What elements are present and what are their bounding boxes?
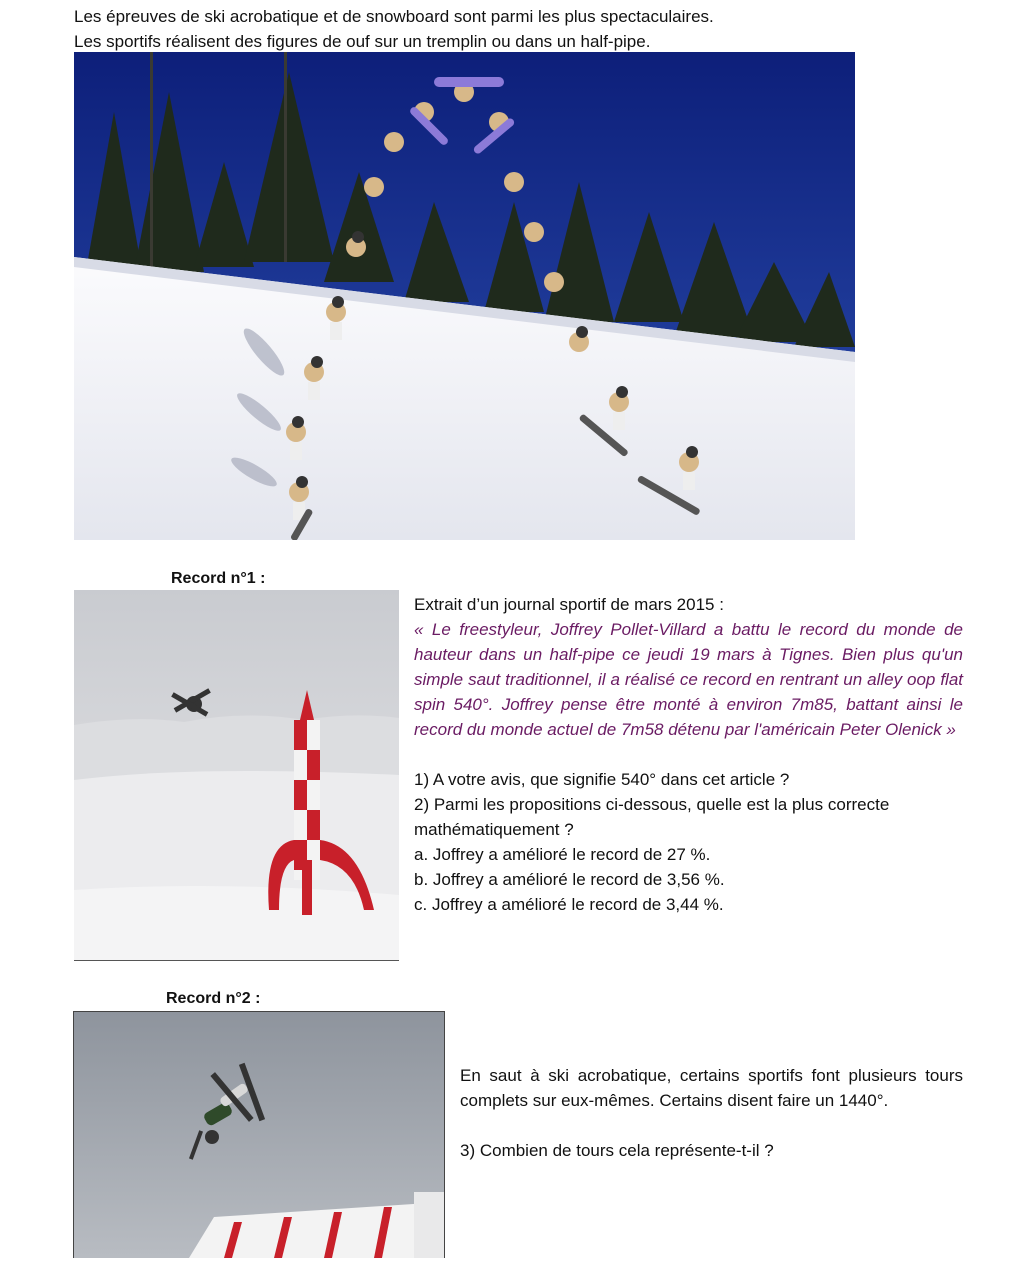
record-1-source: Extrait d’un journal sportif de mars 2015 :	[414, 595, 724, 614]
rocket-jump-photo	[74, 590, 399, 961]
record-1-text	[414, 592, 963, 917]
record-2-text	[460, 1063, 963, 1163]
intro-line-1: Les épreuves de ski acrobatique et de snowboard sont parmi les plus spectaculaires.	[74, 7, 714, 26]
record-1-quote: « Le freestyleur, Joffrey Pollet-Villard a battu le record du monde de hauteur dans un half-pipe ce jeudi 19 mars à Tignes. Bien plus qu'un simple saut traditionnel, il a réalisé ce record en rentrant un alley oop flat spin 540°. Joffrey pense être monté à environ 7m85, battant ainsi le record du monde actuel de 7m58 détenu par l'américain Peter Olenick »	[414, 620, 963, 739]
record-2-description: En saut à ski acrobatique, certains sportifs font plusieurs tours complets sur eux-mêmes. Certains disent faire un 1440°.	[460, 1066, 963, 1110]
option-a: a. Joffrey a amélioré le record de 27 %.	[414, 845, 711, 864]
question-3: 3) Combien de tours cela représente-t-il ?	[460, 1141, 774, 1160]
question-2: 2) Parmi les propositions ci-dessous, quelle est la plus correcte mathématiquement ?	[414, 795, 890, 839]
option-c: c. Joffrey a amélioré le record de 3,44 %.	[414, 895, 724, 914]
option-b: b. Joffrey a amélioré le record de 3,56 %.	[414, 870, 725, 889]
intro-text	[74, 4, 714, 54]
question-1: 1) A votre avis, que signifie 540° dans cet article ?	[414, 770, 790, 789]
intro-line-2: Les sportifs réalisent des figures de ouf sur un tremplin ou dans un half-pipe.	[74, 32, 651, 51]
halfpipe-sequence-photo	[74, 52, 855, 540]
record-1-title: Record n°1 :	[171, 570, 266, 587]
record-2-title: Record n°2 :	[166, 990, 261, 1007]
aerial-ski-photo	[73, 1011, 445, 1258]
